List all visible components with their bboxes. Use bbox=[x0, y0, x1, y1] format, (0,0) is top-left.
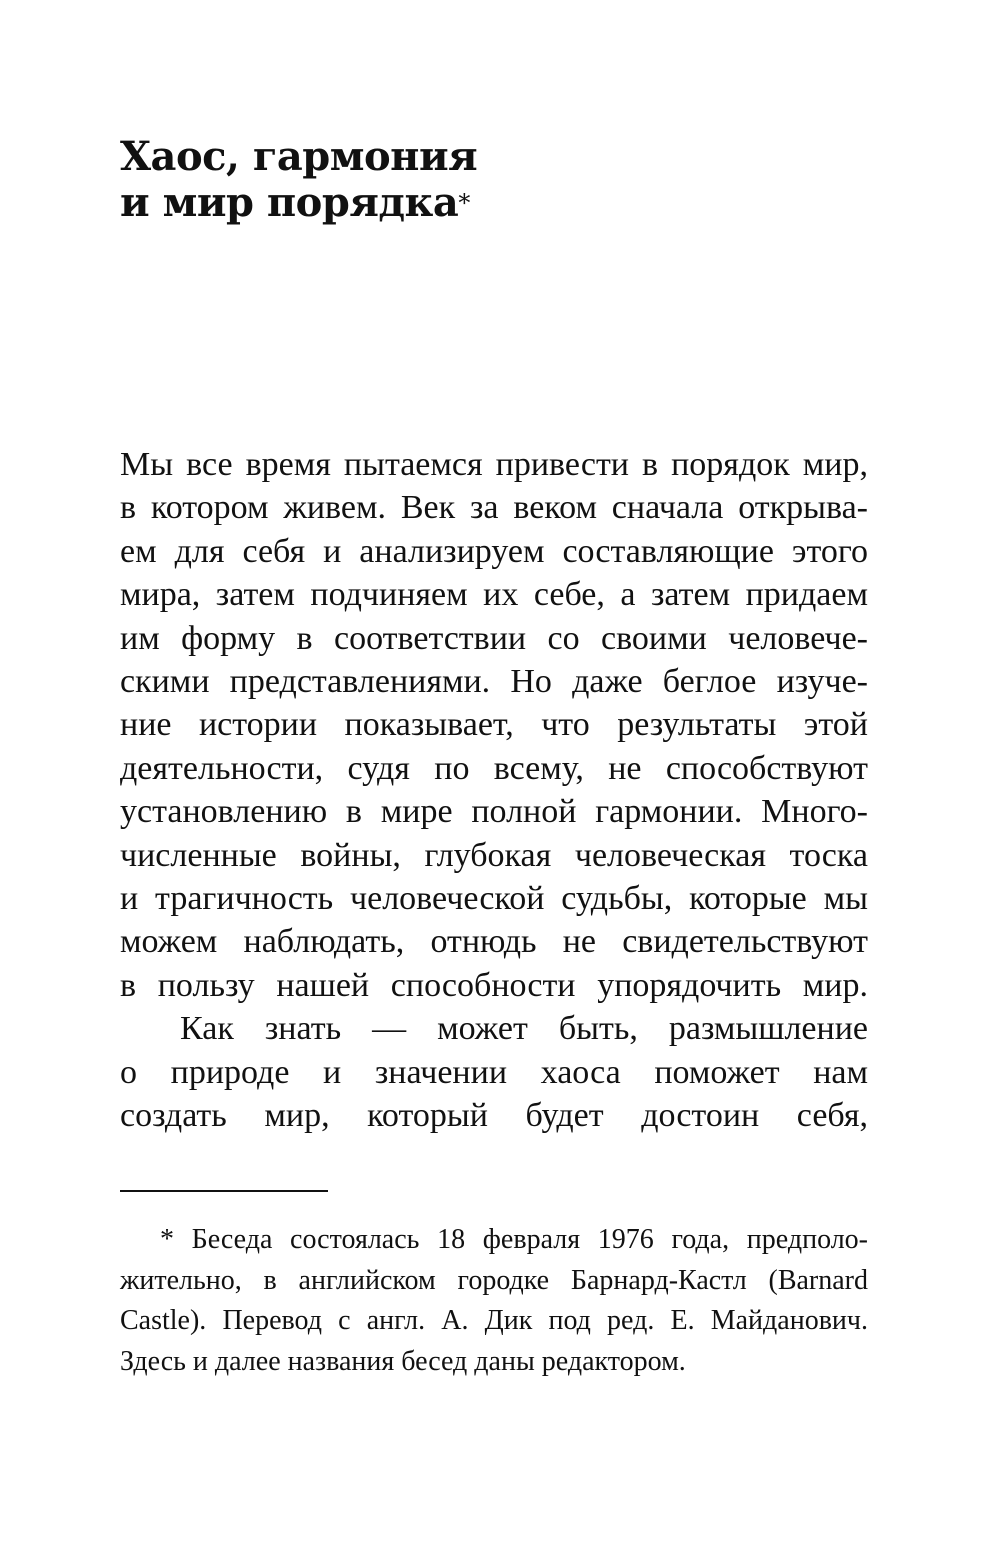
footnote-marker: * bbox=[458, 189, 470, 217]
text-line: о природе и значении хаоса поможет нам bbox=[120, 1053, 868, 1091]
text-line: ние истории показывает, что результаты этой bbox=[120, 706, 868, 744]
chapter-title-line: Хаос, гармония bbox=[120, 133, 478, 180]
footnote-line: жительно, в английском городке Барнард-Кастл (Barnard bbox=[120, 1264, 868, 1296]
text-line: скими представлениями. Но даже беглое изуче- bbox=[120, 663, 868, 701]
footnote-line: Здесь и далее названия бесед даны редактором. bbox=[120, 1345, 686, 1377]
footnote-divider bbox=[120, 1190, 328, 1192]
text-line: создать мир, который будет достоин себя, bbox=[120, 1097, 868, 1135]
paragraph bbox=[120, 443, 868, 1007]
chapter-title bbox=[120, 134, 477, 226]
text-line: численные войны, глубокая человеческая тоска bbox=[120, 836, 868, 874]
paragraph bbox=[120, 1007, 868, 1137]
text-line: можем наблюдать, отнюдь не свидетельствуют bbox=[120, 923, 868, 961]
text-line: Мы все время пытаемся привести в порядок мир, bbox=[120, 446, 868, 483]
text-line: Как знать — может быть, размышление bbox=[180, 1010, 868, 1048]
footnote-line: * Беседа состоялась 18 февраля 1976 года, предполо- bbox=[160, 1224, 868, 1255]
footnote bbox=[120, 1220, 868, 1382]
text-line: в котором живем. Век за веком сначала открыва- bbox=[120, 489, 868, 527]
text-line: в пользу нашей способности упорядочить мир. bbox=[120, 966, 868, 1004]
chapter-title-line: и мир порядка bbox=[120, 179, 459, 226]
footnote-line: Castle). Перевод с англ. А. Дик под ред. Е. Майданович. bbox=[120, 1305, 868, 1336]
text-line: им форму в соответствии со своими человече- bbox=[120, 619, 868, 657]
text-line: установлению в мире полной гармонии. Много- bbox=[120, 793, 868, 831]
text-line: мира, затем подчиняем их себе, а затем придаем bbox=[120, 576, 868, 614]
text-line: ем для себя и анализируем составляющие этого bbox=[120, 532, 868, 570]
text-line: деятельности, судя по всему, не способствуют bbox=[120, 749, 868, 787]
text-line: и трагичность человеческой судьбы, которые мы bbox=[120, 880, 868, 918]
body-text bbox=[120, 443, 868, 1138]
